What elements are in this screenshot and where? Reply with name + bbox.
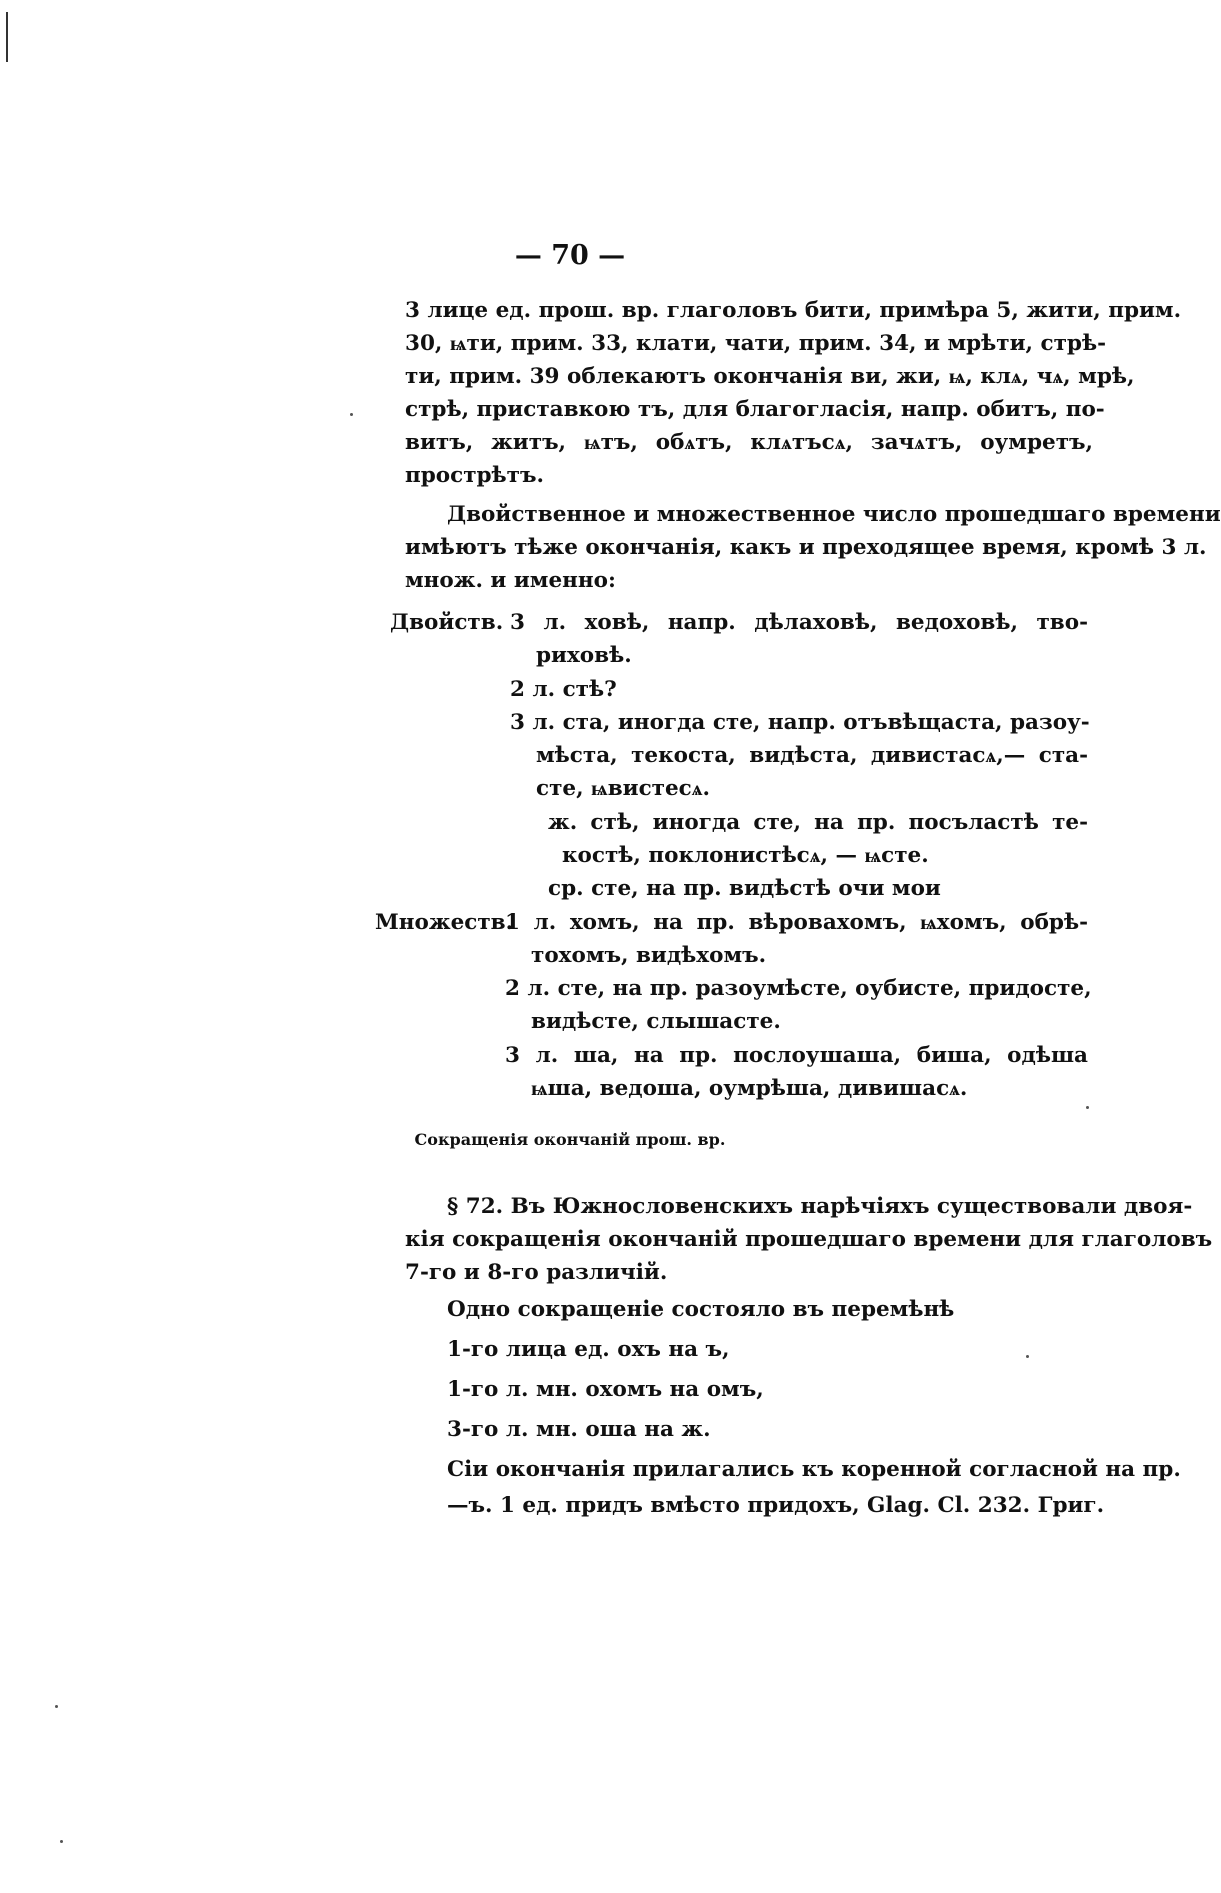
text-line: мѣста, текоста, видѣста, дивистасѧ,— ста-	[536, 743, 1088, 768]
text-line: 3-го л. мн. оша на ж.	[447, 1417, 711, 1442]
scan-speck	[350, 413, 353, 416]
text-line: тохомъ, видѣхомъ.	[531, 943, 767, 968]
text-line: 1-го лица ед. охъ на ъ,	[447, 1337, 730, 1362]
dual-3rd-person-alt	[510, 706, 1088, 805]
dual-neuter: ср. сте, на пр. видѣстѣ очи мои	[548, 876, 941, 901]
text-line: 3 л. ста, иногда сте, напр. отъвѣщаста, разоу-	[510, 710, 1090, 735]
text-line: Двойственное и множественное число прошедшаго времени	[447, 502, 1221, 527]
text-line: —ъ. 1 ед. придъ вмѣсто придохъ, Glag. Cl. 232. Григ.	[447, 1493, 1105, 1518]
text-line: сте, ѩвистесѧ.	[536, 776, 710, 801]
dual-feminine	[548, 806, 1088, 872]
text-line: множ. и именно:	[405, 568, 616, 593]
text-line: ѩша, ведоша, оумрѣша, дивишасѧ.	[531, 1076, 968, 1101]
text-line: 2 л. сте, на пр. разоумѣсте, оубисте, придосте,	[505, 976, 1092, 1001]
section-header: Сокращенія окончаній прош. вр.	[414, 1130, 726, 1149]
text-line: имѣютъ тѣже окончанія, какъ и преходящее время, кромѣ 3 л.	[405, 535, 1207, 560]
scan-speck	[60, 1840, 63, 1843]
dual-label: Двойств.	[390, 610, 504, 635]
text-line: кія сокращенія окончаній прошедшаго времени для глаголовъ	[405, 1227, 1213, 1252]
text-line: костѣ, поклонистѣсѧ, — ѩсте.	[562, 843, 929, 868]
page-number: — 70 —	[514, 240, 626, 271]
text-line: 7-го и 8-го различій.	[405, 1260, 668, 1285]
text-line: ж. стѣ, иногда сте, на пр. посъластѣ те-	[548, 810, 1088, 835]
dual-3rd-person	[510, 606, 1088, 672]
text-line: 3 л. ховѣ, напр. дѣлаховѣ, ведоховѣ, тво-	[510, 610, 1088, 635]
text-line: ти, прим. 39 облекаютъ окончанія ви, жи, ѩ, клѧ, чѧ, мрѣ,	[405, 364, 1135, 389]
text-line: прострѣтъ.	[405, 463, 544, 488]
paragraph-1	[405, 294, 1182, 492]
paragraph-5	[405, 1452, 1181, 1524]
paragraph-4	[405, 1290, 1093, 1450]
scan-edge-mark	[6, 12, 8, 62]
scan-speck	[1086, 1106, 1089, 1109]
plural-3rd-person	[505, 1039, 1088, 1105]
text-line: витъ, житъ, ѩтъ, обѧтъ, клѧтъсѧ, зачѧтъ, оумретъ,	[405, 430, 1093, 455]
dual-2nd-person: 2 л. стѣ?	[510, 677, 617, 702]
text-line: риховѣ.	[536, 643, 632, 668]
paragraph-3	[405, 1190, 1213, 1289]
plural-2nd-person	[505, 972, 1092, 1038]
text-line: 30, ѩти, прим. 33, клати, чати, прим. 34, и мрѣти, стрѣ-	[405, 331, 1107, 356]
text-line: Сіи окончанія прилагались къ коренной согласной на пр.	[447, 1457, 1181, 1482]
text-line: стрѣ, приставкою тъ, для благогласія, напр. обитъ, по-	[405, 397, 1105, 422]
text-line: 3 л. ша, на пр. послоушаша, биша, одѣша	[505, 1043, 1088, 1068]
plural-label: Множеств.	[375, 910, 514, 935]
text-line: 3 лице ед. прош. вр. глаголовъ бити, примѣра 5, жити, прим.	[405, 298, 1182, 323]
text-line: видѣсте, слышасте.	[531, 1009, 781, 1034]
text-line: 1-го л. мн. охомъ на омъ,	[447, 1377, 764, 1402]
text-line: 1 л. хомъ, на пр. вѣровахомъ, ѩхомъ, обрѣ-	[505, 910, 1088, 935]
paragraph-2	[405, 498, 1221, 597]
text-line: § 72. Въ Южнословенскихъ нарѣчіяхъ существовали двоя-	[447, 1194, 1193, 1219]
text-line: Одно сокращеніе состояло въ перемѣнѣ	[447, 1297, 955, 1322]
scan-speck	[55, 1705, 58, 1708]
plural-1st-person	[505, 906, 1088, 972]
